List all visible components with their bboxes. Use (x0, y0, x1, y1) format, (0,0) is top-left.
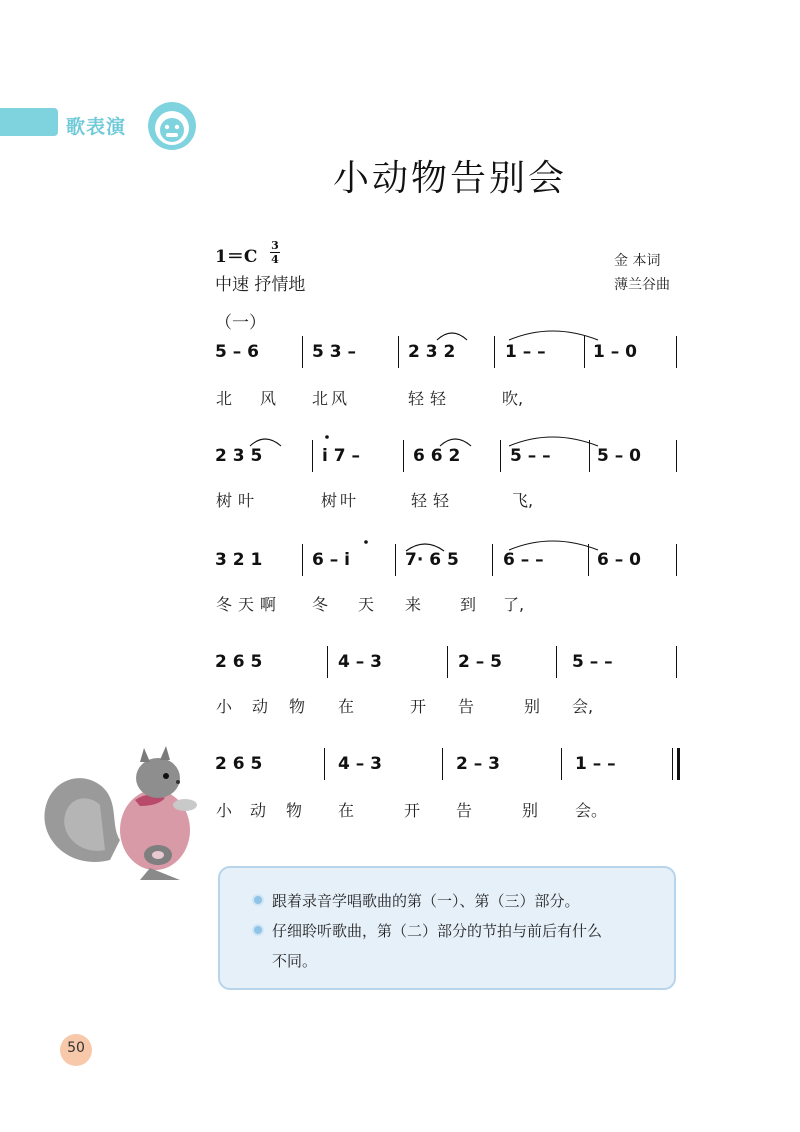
lyricist-credit: 金 本词 (614, 253, 661, 269)
lyric: 吹, (502, 389, 524, 408)
measure: 3 2 1 (215, 550, 263, 570)
barline (676, 440, 677, 472)
part-label: （一） (215, 313, 266, 333)
barline (312, 440, 313, 472)
lyric: 小 (216, 801, 233, 820)
lyric: 别 (522, 801, 539, 820)
bullet-icon (252, 894, 264, 906)
barline (676, 646, 677, 678)
lyric: 轻轻 (411, 491, 456, 510)
lyric: 了, (503, 595, 525, 614)
question-1: 跟着录音学唱歌曲的第（一）、第（三）部分。 (272, 892, 580, 910)
lyric: 物 (286, 801, 303, 820)
lyric: 动 (250, 801, 267, 820)
question-2-cont: 不同。 (272, 952, 318, 970)
bullet-icon (252, 924, 264, 936)
measure: 5 3 – (312, 342, 356, 362)
time-signature (270, 240, 280, 265)
measure: i 7 – (322, 446, 360, 466)
lyric: 北 (216, 389, 233, 408)
lyric: 告 (456, 801, 473, 820)
measure: 1 – – (575, 754, 616, 774)
high-dot (325, 435, 329, 439)
high-dot (364, 540, 368, 544)
lyric: 在 (338, 801, 355, 820)
lyric: 告 (458, 697, 475, 716)
lyric: 开 (404, 801, 421, 820)
question-2: 仔细聆听歌曲，第（二）部分的节拍与前后有什么 (272, 922, 603, 940)
key-signature: 1＝C (215, 247, 258, 267)
time-sig-bottom: 4 (271, 253, 279, 266)
lyric: 到 (460, 595, 477, 614)
measure: 2 3 5 (215, 446, 263, 466)
lyric: 冬 (312, 595, 329, 614)
barline (589, 440, 590, 472)
lyric: 天 (358, 595, 375, 614)
lyric: 冬天啊 (216, 595, 283, 614)
measure: 6 6 2 (413, 446, 461, 466)
tie (509, 437, 598, 446)
measure: 4 – 3 (338, 652, 382, 672)
barline (588, 544, 589, 576)
barline (398, 336, 399, 368)
lyric: 会。 (575, 801, 608, 820)
page-number: 50 (67, 1040, 85, 1056)
barline (676, 544, 677, 576)
barline (561, 748, 562, 780)
measure: 1 – – (505, 342, 546, 362)
barline (302, 336, 303, 368)
lyric: 动 (252, 697, 269, 716)
measure: 6 – 0 (597, 550, 641, 570)
measure: 4 – 3 (338, 754, 382, 774)
lyric: 小 (216, 697, 233, 716)
lyric: 别 (524, 697, 541, 716)
lyric: 树叶 (321, 491, 360, 510)
lyric: 飞, (512, 491, 534, 510)
measure: 5 – – (510, 446, 551, 466)
time-sig-top: 3 (271, 239, 279, 252)
measure: 5 – 6 (215, 342, 259, 362)
measure: 2 3 2 (408, 342, 456, 362)
measure: 1 – 0 (593, 342, 637, 362)
section-tab-bar (0, 108, 58, 136)
lyric: 会, (572, 697, 594, 716)
lyric: 北风 (312, 389, 351, 408)
final-barline-thick (677, 748, 680, 780)
slur (250, 439, 281, 446)
lyric: 物 (289, 697, 306, 716)
tempo-marking: 中速 抒情地 (215, 275, 306, 295)
barline (494, 336, 495, 368)
barline (327, 646, 328, 678)
measure: 6 – i (312, 550, 350, 570)
tie (509, 541, 598, 550)
barline (302, 544, 303, 576)
lyric: 在 (338, 697, 355, 716)
barline (556, 646, 557, 678)
barline (442, 748, 443, 780)
barline (395, 544, 396, 576)
barline (584, 336, 585, 368)
lyric: 开 (410, 697, 427, 716)
measure: 5 – – (572, 652, 613, 672)
measure: 2 6 5 (215, 652, 263, 672)
barline (447, 646, 448, 678)
lyric: 轻轻 (408, 389, 453, 408)
slur (440, 439, 471, 446)
barline (324, 748, 325, 780)
barline (403, 440, 404, 472)
measure: 2 – 5 (458, 652, 502, 672)
measure: 2 – 3 (456, 754, 500, 774)
barline (500, 440, 501, 472)
squirrel-illustration (40, 740, 220, 890)
composer-credit: 薄兰谷曲 (614, 277, 670, 293)
slur (437, 333, 467, 340)
lyric: 来 (405, 595, 422, 614)
final-barline-thin (672, 748, 673, 780)
face-icon (146, 100, 198, 152)
measure: 7· 6 5 (405, 550, 459, 570)
measure: 6 – – (503, 550, 544, 570)
lyric: 风 (260, 389, 277, 408)
barline (492, 544, 493, 576)
measure: 5 – 0 (597, 446, 641, 466)
measure: 2 6 5 (215, 754, 263, 774)
barline (676, 336, 677, 368)
lyric: 树叶 (216, 491, 261, 510)
page-title: 小动物告别会 (332, 158, 567, 199)
section-tab-label: 歌表演 (66, 116, 127, 138)
